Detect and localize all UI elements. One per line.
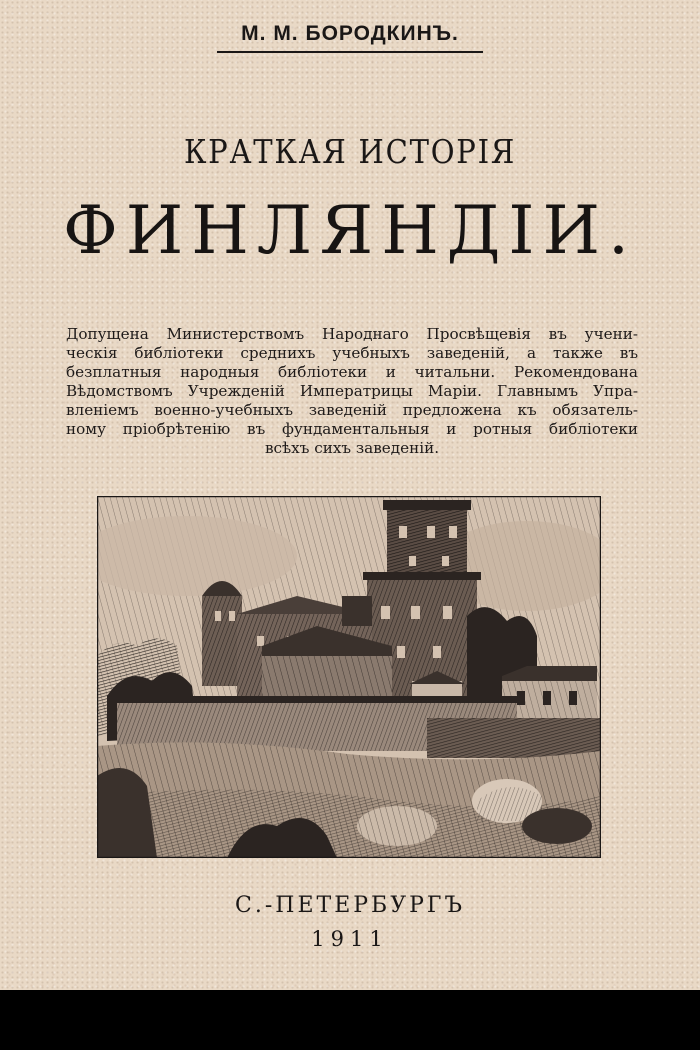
approval-line: Вѣдомствомъ Учрежденій Императрицы Маріи. Главнымъ Упра- (66, 382, 638, 400)
approval-line: ному пріобрѣтенію въ фундаментальныя и ротныя библіотеки (66, 420, 638, 438)
author-name: М. М. БОРОДКИНЪ. (217, 22, 483, 53)
approval-line: Допущена Министерствомъ Народнаго Просвѣщевія въ учени- (66, 325, 638, 343)
approval-text (66, 325, 638, 458)
publication-year: 1911 (311, 927, 389, 951)
approval-line: ческія библіотеки среднихъ учебныхъ заведеній, а также въ (66, 344, 638, 362)
subtitle: КРАТКАЯ ИСТОРІЯ (183, 132, 517, 171)
approval-line: вленіемъ военно-учебныхъ заведеній предложена къ обязатель- (66, 401, 638, 419)
approval-line: безплатныя народныя библіотеки и читальни. Рекомендована (66, 363, 638, 381)
publication-city: С.-ПЕТЕРБУРГЪ (235, 893, 465, 918)
approval-line: всѣхъ сихъ заведеній. (264, 439, 440, 457)
castle-engraving-icon (97, 496, 601, 858)
book-title: ФИНЛЯНДІИ. (62, 192, 638, 269)
